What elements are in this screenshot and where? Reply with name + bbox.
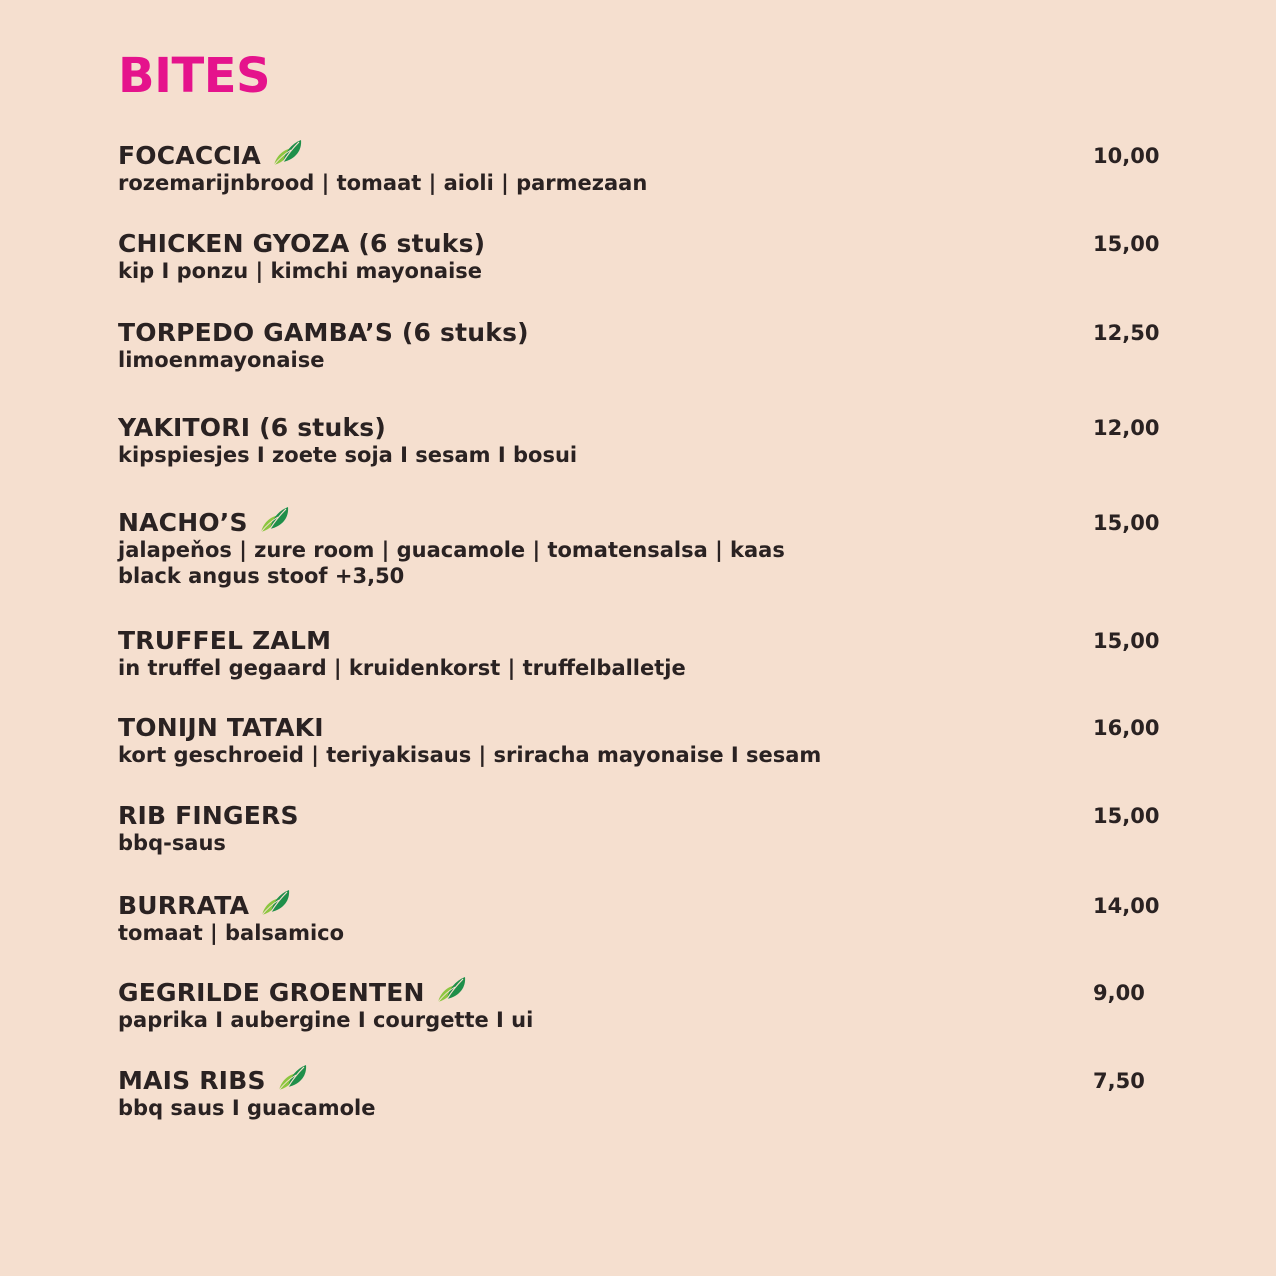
item-description: rozemarijnbrood | tomaat | aioli | parmezaan (118, 171, 648, 195)
menu-item-nachos (118, 508, 1158, 590)
item-name: FOCACCIA (118, 141, 261, 170)
item-description: kipspiesjes I zoete soja I sesam I bosui (118, 443, 578, 467)
menu-item-torpedo-gambas (118, 318, 1158, 374)
item-name: TRUFFEL ZALM (118, 626, 332, 655)
item-price: 14,00 (1093, 894, 1160, 918)
item-price: 7,50 (1093, 1069, 1145, 1093)
leaf-icon (271, 138, 305, 168)
item-name: TONIJN TATAKI (118, 713, 324, 742)
item-name: TORPEDO GAMBA’S (6 stuks) (118, 318, 529, 347)
menu-item-burrata (118, 891, 1158, 947)
item-description: kip I ponzu | kimchi mayonaise (118, 259, 483, 283)
item-price: 15,00 (1093, 511, 1160, 535)
item-description: tomaat | balsamico (118, 921, 345, 945)
item-price: 15,00 (1093, 232, 1160, 256)
menu-item-chicken-gyoza (118, 229, 1158, 285)
item-description: kort geschroeid | teriyakisaus | sriracha mayonaise I sesam (118, 743, 822, 767)
item-extra-option: black angus stoof +3,50 (118, 564, 405, 588)
item-price: 15,00 (1093, 629, 1160, 653)
item-description: bbq saus I guacamole (118, 1096, 376, 1120)
leaf-icon (259, 888, 293, 918)
leaf-icon (276, 1063, 310, 1093)
menu-item-rib-fingers (118, 801, 1158, 857)
menu-item-truffel-zalm (118, 626, 1158, 682)
menu-item-mais-ribs (118, 1066, 1158, 1122)
item-name: BURRATA (118, 891, 250, 920)
item-price: 10,00 (1093, 144, 1160, 168)
item-price: 15,00 (1093, 804, 1160, 828)
item-price: 9,00 (1093, 981, 1145, 1005)
item-description: bbq-saus (118, 831, 226, 855)
item-description: jalapeňos | zure room | guacamole | tomatensalsa | kaas (118, 538, 785, 562)
menu-item-yakitori (118, 413, 1158, 469)
item-price: 12,50 (1093, 321, 1160, 345)
item-price: 12,00 (1093, 416, 1160, 440)
item-name: YAKITORI (6 stuks) (118, 413, 386, 442)
leaf-icon (258, 505, 292, 535)
item-description: in truffel gegaard | kruidenkorst | truffelballetje (118, 656, 686, 680)
menu-item-focaccia (118, 141, 1158, 197)
item-name: GEGRILDE GROENTEN (118, 978, 425, 1007)
item-description: paprika I aubergine I courgette I ui (118, 1008, 534, 1032)
leaf-icon (435, 975, 469, 1005)
menu-item-gegrilde-groenten (118, 978, 1158, 1034)
page-title: BITES (118, 48, 271, 104)
item-name: CHICKEN GYOZA (6 stuks) (118, 229, 486, 258)
menu-item-tonijn-tataki (118, 713, 1158, 769)
item-name: RIB FINGERS (118, 801, 299, 830)
item-description: limoenmayonaise (118, 348, 325, 372)
item-price: 16,00 (1093, 716, 1160, 740)
item-name: MAIS RIBS (118, 1066, 266, 1095)
item-name: NACHO’S (118, 508, 248, 537)
